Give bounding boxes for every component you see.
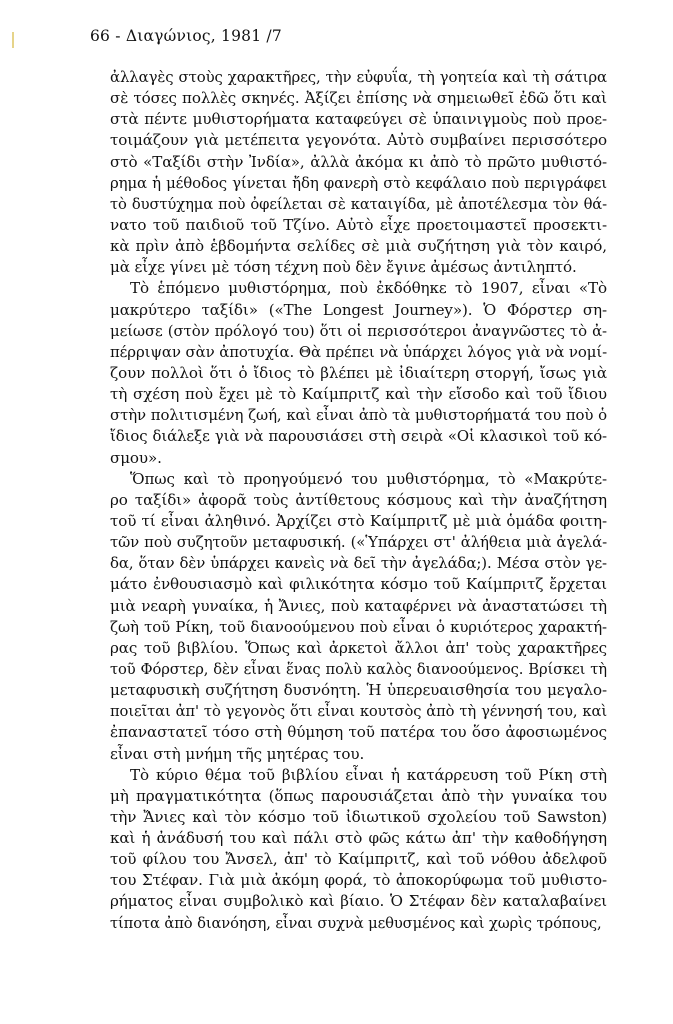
text-line: τῶν ποὺ συζητοῦν μεταφυσική. («Ὑπάρχει στ' ἀλήθεια μιὰ ἀγελά- — [110, 533, 607, 552]
paragraph — [110, 67, 607, 278]
text-line: ζουν πολλοὶ ὅτι ὁ ἴδιος τὸ βλέπει μὲ ἰδιαίτερη στοργή, ἴσως γιὰ — [110, 363, 607, 382]
text-line: ἐπαναστατεῖ τόσο στὴ θύμηση τοῦ πατέρα του ὅσο ἀφοσιωμένος — [110, 723, 607, 742]
text-line: τοῦ Φόρστερ, δὲν εἶναι ἕνας πολὺ καλὸς διανοούμενος. Βρίσκει τὴ — [110, 660, 607, 678]
text-line: τὸ δυστύχημα ποὺ ὀφείλεται σὲ καταιγίδα, μὲ ἀποτέλεσμα τὸν θά- — [110, 195, 607, 213]
text-line: ζωὴ τοῦ Ρίκη, τοῦ διανοούμενου ποὺ εἶναι ὁ κυριότερος χαρακτή- — [110, 617, 607, 636]
text-line: μιὰ νεαρὴ γυναίκα, ἡ Ἄνιες, ποὺ καταφέρνει νὰ ἀναστατώσει τὴ — [110, 596, 607, 615]
text-line: εἶναι στὴ μνήμη τῆς μητέρας του. — [110, 744, 365, 763]
text-line: νατο τοῦ παιδιοῦ τοῦ Τζίνο. Αὐτὸ εἶχε προετοιμαστεῖ προσεκτι- — [110, 215, 607, 234]
text-line: ρο ταξίδι» ἀφορᾶ τοὺς ἀντίθετους κόσμους καὶ τὴν ἀναζήτηση — [110, 490, 607, 509]
text-line: ποιεῖται ἀπ' τὸ γεγονὸς ὅτι εἶναι κουτσὸς ἀπὸ τὴ γέννησή του, καὶ — [110, 703, 607, 721]
text-line: τίποτα ἀπὸ διανόηση, εἶναι συχνὰ μεθυσμένος καὶ χωρὶς τρόπους, — [110, 914, 602, 932]
text-line: στὸ «Ταξίδι στὴν Ἰνδία», ἀλλὰ ἀκόμα κι ἀπὸ τὸ πρῶτο μυθιστό- — [110, 152, 607, 171]
article-body — [110, 67, 607, 934]
text-line: μεταφυσικὴ συζήτηση δυσνόητη. Ἡ ὑπερευαισθησία του μεγαλο- — [110, 681, 607, 700]
text-line: τοιμάζουν γιὰ μετέπειτα γεγονότα. Αὐτὸ συμβαίνει περισσότερο — [110, 131, 607, 150]
text-line: δα, ὅταν δὲν ὑπάρχει κανεὶς νὰ δεῖ τὴν ἀγελάδα;). Μέσα στὸν γε- — [110, 554, 607, 573]
text-line: ρημα ἡ μέθοδος γίνεται ἤδη φανερὴ στὸ κεφάλαιο ποὺ περιγράφει — [110, 173, 607, 192]
text-line: τοῦ φίλου του Ἄνσελ, ἀπ' τὸ Καίμπριτζ, καὶ τοῦ νόθου ἀδελφοῦ — [110, 850, 607, 869]
text-line: του Στέφαν. Γιὰ μιὰ ἀκόμη φορά, τὸ ἀποκορύφωμα τοῦ μυθιστο- — [110, 871, 607, 890]
text-line: τοῦ τί εἶναι ἀληθινό. Ἀρχίζει στὸ Καίμπριτζ μὲ μιὰ ὁμάδα φοιτη- — [110, 511, 607, 530]
paragraph — [110, 765, 607, 934]
text-line: μείωσε (στὸν πρόλογό του) ὅτι οἱ περισσότεροι ἀναγνῶστες τὸ ἀ- — [110, 321, 607, 340]
text-line: μὰ εἶχε γίνει μὲ τόση τέχνη ποὺ δὲν ἔγινε ἀμέσως ἀντιληπτό. — [110, 258, 577, 277]
text-line: ἀλλαγὲς στοὺς χαρακτῆρες, τὴν εὐφυΐα, τὴ γοητεία καὶ τὴ σάτιρα — [110, 68, 607, 86]
text-line: τὴ σχέση ποὺ ἔχει μὲ τὸ Καίμπριτζ καὶ τὴν εἴσοδο καὶ τοῦ ἴδιου — [110, 385, 607, 404]
text-line: μακρύτερο ταξίδι» («The Longest Journey»). Ὁ Φόρστερ ση- — [110, 300, 607, 319]
running-head: 66 - Διαγώνιος, 1981 /7 — [90, 27, 282, 45]
text-line: κὰ πρὶν ἀπὸ ἑβδομήντα σελίδες σὲ μιὰ συζήτηση γιὰ τὸν καιρό, — [110, 237, 607, 256]
text-line: ἴδιος διάλεξε γιὰ νὰ παρουσιάσει στὴ σειρὰ «Οἱ κλασικοὶ τοῦ κό- — [110, 427, 607, 446]
text-line: Ὅπως καὶ τὸ προηγούμενό του μυθιστόρημα, τὸ «Μακρύτε- — [130, 469, 607, 488]
text-line: σὲ τόσες πολλὲς σκηνές. Ἀξίζει ἐπίσης νὰ σημειωθεῖ ἐδῶ ὅτι καὶ — [110, 89, 607, 108]
text-line: ρας τοῦ βιβλίου. Ὅπως καὶ ἀρκετοὶ ἄλλοι ἀπ' τοὺς χαρακτῆρες — [110, 638, 607, 657]
paragraph — [110, 469, 607, 765]
text-line: ρήματος εἶναι συμβολικὸ καὶ βίαιο. Ὁ Στέφαν δὲν καταλαβαίνει — [110, 892, 607, 911]
text-line: μάτο ἐνθουσιασμὸ καὶ φιλικότητα κόσμο τοῦ Καίμπριτζ ἔρχεται — [110, 575, 607, 594]
text-line: μὴ πραγματικότητα (ὅπως παρουσιάζεται ἀπὸ τὴν γυναίκα του — [110, 786, 607, 805]
text-line: σμου». — [110, 448, 162, 467]
text-line: Τὸ κύριο θέμα τοῦ βιβλίου εἶναι ἡ κατάρρευση τοῦ Ρίκη στὴ — [130, 765, 607, 784]
paragraph — [110, 278, 607, 468]
text-line: τὴν Ἄνιες καὶ τὸν κόσμο τοῦ ἰδιωτικοῦ σχολείου τοῦ Sawston) — [110, 807, 607, 826]
text-line: στὴν πολιτισμένη ζωή, καὶ εἶναι ἀπὸ τὰ μυθιστορήματά του ποὺ ὁ — [110, 406, 607, 425]
text-line: πέρριψαν σὰν ἀποτυχία. Θὰ πρέπει νὰ ὑπάρχει λόγος γιὰ νὰ νομί- — [110, 342, 607, 361]
margin-mark — [12, 32, 14, 48]
text-line: καὶ ἡ ἀνάδυσή του καὶ πάλι στὸ φῶς κάτω ἀπ' τὴν καθοδήγηση — [110, 829, 607, 848]
text-line: Τὸ ἑπόμενο μυθιστόρημα, ποὺ ἐκδόθηκε τὸ 1907, εἶναι «Τὸ — [130, 279, 607, 298]
text-line: στὰ πέντε μυθιστορήματα καταφεύγει σὲ ὑπαινιγμοὺς ποὺ προε- — [110, 110, 607, 129]
